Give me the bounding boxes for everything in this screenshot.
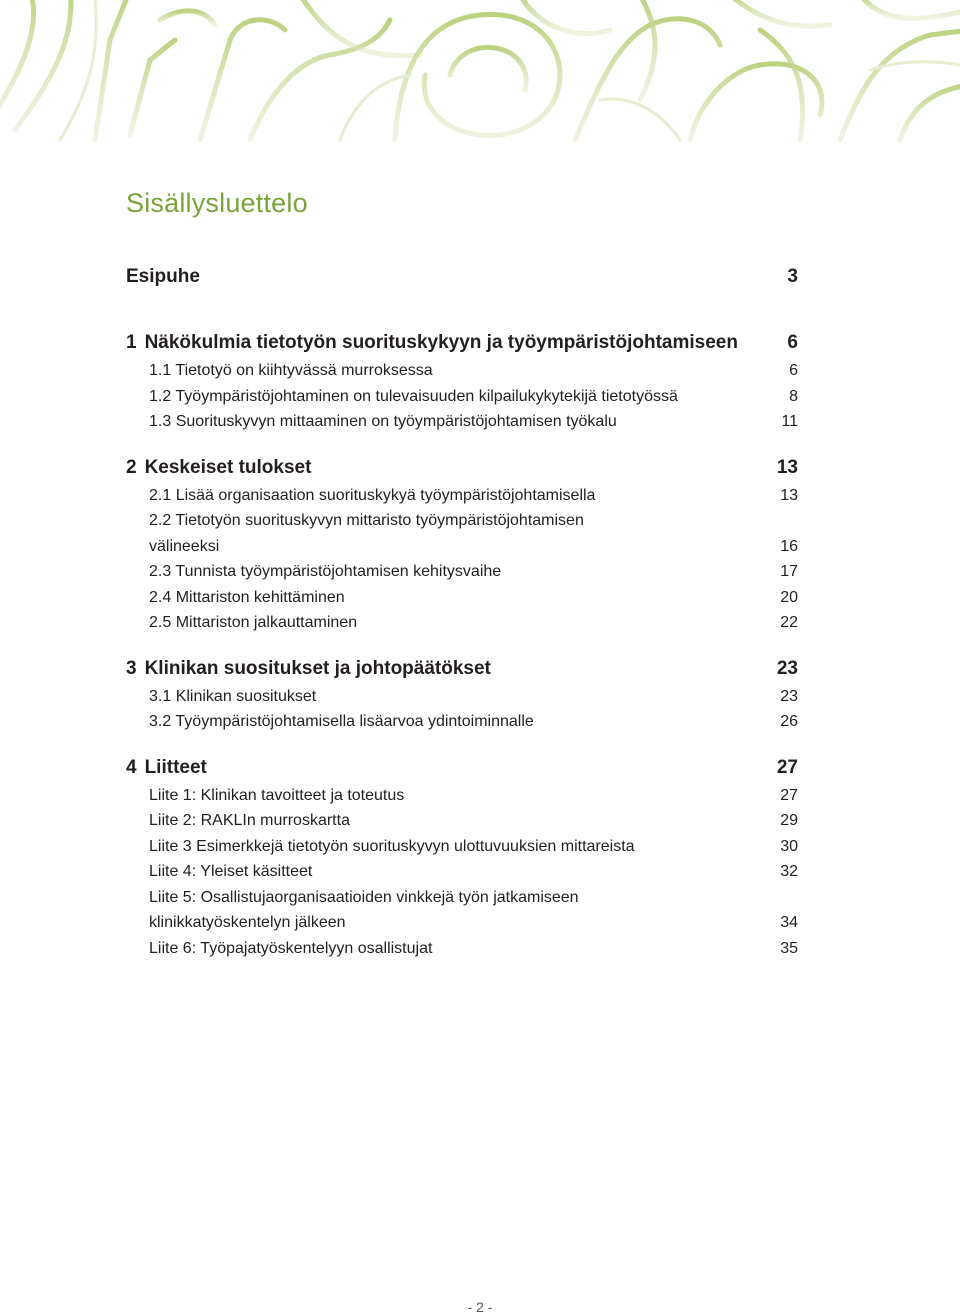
toc-item-label: 3.2 Työympäristöjohtamisella lisäarvoa ydintoiminnalle xyxy=(149,713,534,730)
toc-item-label: Liite 6: Työpajatyöskentelyyn osallistujat xyxy=(149,939,433,957)
toc-item[interactable] xyxy=(126,834,798,860)
toc-section-1[interactable] xyxy=(126,328,798,358)
toc-entry-preface[interactable] xyxy=(126,262,798,292)
toc-item[interactable] xyxy=(126,483,798,509)
section-page: 27 xyxy=(776,756,798,778)
page-number: - 2 - xyxy=(467,1299,493,1315)
toc-item-page: 32 xyxy=(780,863,798,880)
section-title: Klinikan suositukset ja johtopäätökset xyxy=(144,657,491,679)
section-title: Näkökulmia tietotyön suorituskykyyn ja työympäristöjohtamiseen xyxy=(144,332,738,353)
toc-item-page: 11 xyxy=(781,413,798,430)
section-page: 23 xyxy=(776,657,798,679)
toc-item-page: 8 xyxy=(789,387,798,405)
page-title: Sisällysluettelo xyxy=(126,188,308,218)
section-page: 6 xyxy=(787,332,798,353)
toc-item[interactable] xyxy=(126,559,798,585)
toc-item[interactable] xyxy=(126,610,798,636)
toc-item-label: 1.3 Suorituskyvyn mittaaminen on työympäristöjohtamisen työkalu xyxy=(149,413,617,430)
toc-item-label: Liite 3 Esimerkkejä tietotyön suorituskyvyn ulottuvuuksien mittareista xyxy=(149,837,635,855)
toc-item[interactable] xyxy=(126,783,798,809)
toc-item-label: Liite 5: Osallistujaorganisaatioiden vinkkejä työn jatkamiseen klinikkatyöskentelyn jälkeen xyxy=(149,888,579,931)
toc-item-label: 3.1 Klinikan suositukset xyxy=(149,687,317,705)
section-number: 2 xyxy=(126,456,137,478)
toc-section-4[interactable] xyxy=(126,753,798,783)
toc-item-page: 30 xyxy=(780,837,798,855)
toc-section-3[interactable] xyxy=(126,654,798,684)
section-title: Keskeiset tulokset xyxy=(144,456,312,478)
section-number: 4 xyxy=(126,756,137,778)
toc-item-page: 13 xyxy=(780,486,798,504)
toc-item-page: 6 xyxy=(789,362,798,379)
toc-item[interactable] xyxy=(126,936,798,962)
toc-item[interactable] xyxy=(126,709,798,735)
toc-item[interactable] xyxy=(126,808,798,834)
toc-item[interactable] xyxy=(126,508,798,559)
section-title: Liitteet xyxy=(144,756,207,778)
decorative-banner xyxy=(0,0,960,150)
toc-item-label: 2.5 Mittariston jalkauttaminen xyxy=(149,614,358,631)
toc-item[interactable] xyxy=(126,585,798,611)
toc-item-page: 17 xyxy=(780,563,798,580)
toc-item-page: 23 xyxy=(780,687,798,705)
toc-item-label: Liite 4: Yleiset käsitteet xyxy=(149,863,313,880)
table-of-contents xyxy=(126,262,798,961)
toc-item[interactable] xyxy=(126,859,798,885)
toc-item-page: 16 xyxy=(780,537,798,555)
toc-item[interactable] xyxy=(126,409,798,435)
toc-item-page: 20 xyxy=(780,588,798,606)
toc-item[interactable] xyxy=(126,885,798,936)
abstract-lines-graphic xyxy=(0,0,960,150)
section-number: 3 xyxy=(126,657,137,679)
toc-item-label: 2.4 Mittariston kehittäminen xyxy=(149,588,345,606)
toc-section-2[interactable] xyxy=(126,453,798,483)
section-number: 1 xyxy=(126,332,137,353)
toc-item[interactable] xyxy=(126,384,798,410)
toc-item-label: 2.1 Lisää organisaation suorituskykyä työympäristöjohtamisella xyxy=(149,486,596,504)
section-page: 13 xyxy=(776,456,798,478)
toc-item-label: Liite 1: Klinikan tavoitteet ja toteutus xyxy=(149,786,405,804)
toc-entry-label: Esipuhe xyxy=(126,266,200,287)
toc-item-page: 26 xyxy=(780,713,798,730)
toc-item-label: 2.3 Tunnista työympäristöjohtamisen kehitysvaihe xyxy=(149,563,502,580)
toc-entry-page: 3 xyxy=(787,266,798,287)
toc-item[interactable] xyxy=(126,358,798,384)
toc-item-page: 29 xyxy=(780,812,798,829)
toc-item-page: 27 xyxy=(780,786,798,804)
toc-item[interactable] xyxy=(126,684,798,710)
toc-item-page: 35 xyxy=(780,939,798,957)
toc-item-label: 2.2 Tietotyön suorituskyvyn mittaristo työympäristöjohtamisen välineeksi xyxy=(149,512,584,555)
toc-item-label: 1.2 Työympäristöjohtaminen on tulevaisuuden kilpailukykytekijä tietotyössä xyxy=(149,387,678,405)
toc-item-page: 34 xyxy=(780,914,798,931)
toc-item-label: Liite 2: RAKLIn murroskartta xyxy=(149,812,350,829)
toc-item-page: 22 xyxy=(780,614,798,631)
toc-item-label: 1.1 Tietotyö on kiihtyvässä murroksessa xyxy=(149,362,433,379)
